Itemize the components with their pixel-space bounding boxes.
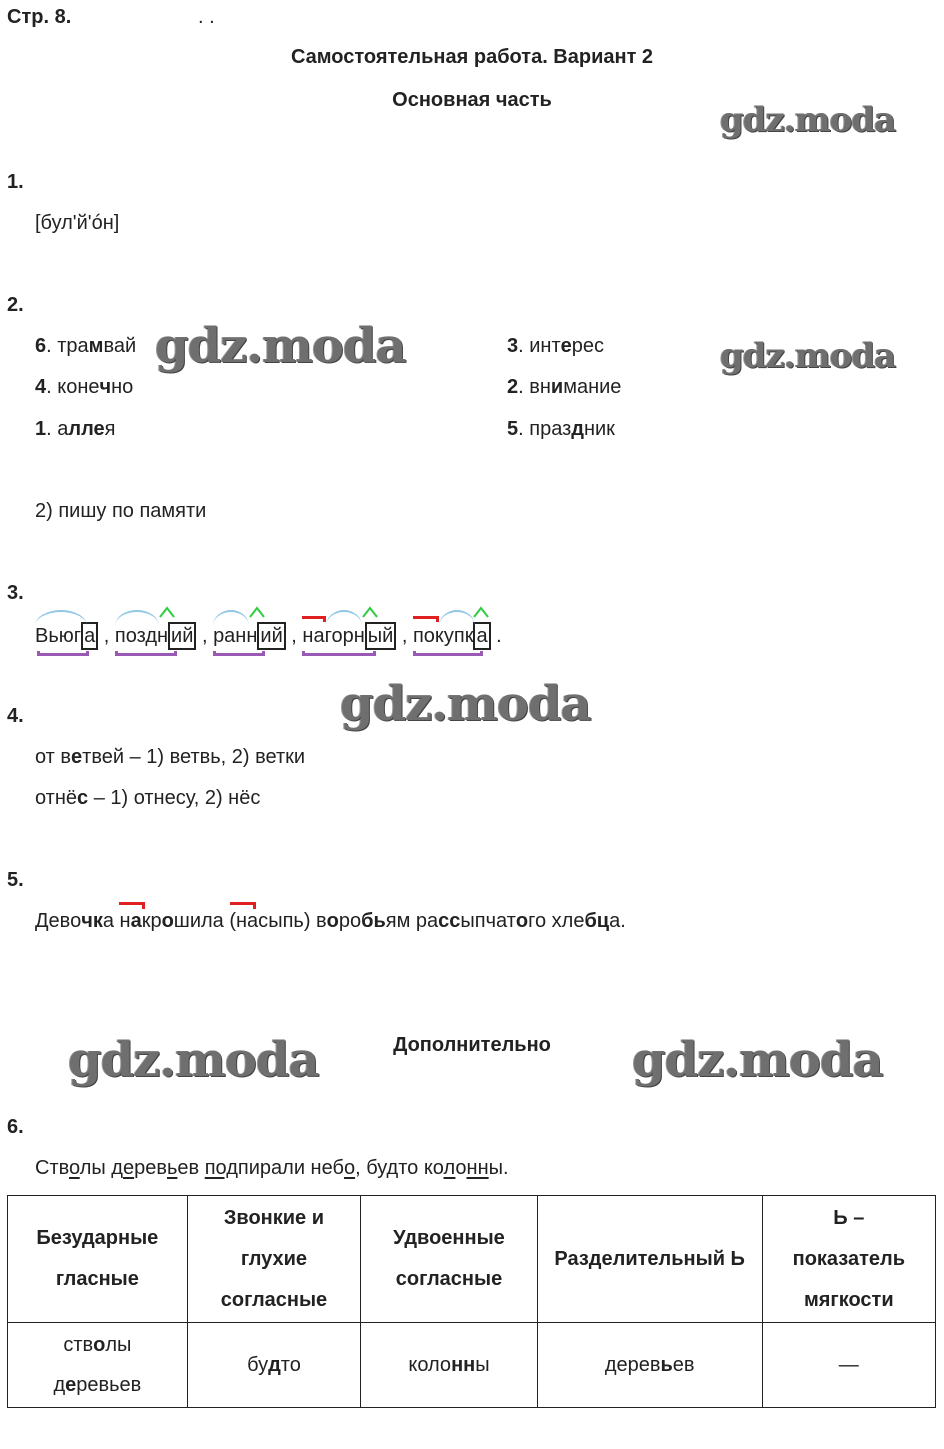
- task5-number: 5.: [7, 869, 24, 891]
- table-header: Безударные гласные: [8, 1196, 188, 1323]
- stem-mark: [115, 651, 177, 656]
- table-cell: колонны: [361, 1323, 538, 1408]
- suffix-mark: [249, 606, 265, 618]
- table-row: [8, 1323, 936, 1408]
- task3-words: Вьюг а , поздн ий , ранн ий , нагорн ый , покупк а .: [35, 622, 502, 650]
- morpheme-word: покупк а: [413, 622, 491, 650]
- task2-item: 1. аллея: [35, 418, 116, 440]
- root-mark: [439, 610, 475, 626]
- ending-box: а: [81, 622, 98, 650]
- root-mark: [326, 610, 362, 626]
- task4-line: отнёс – 1) отнесу, 2) нёс: [35, 787, 261, 809]
- dots: . .: [198, 6, 215, 28]
- watermark-logo: gdz.moda: [68, 1032, 319, 1088]
- root-mark: [35, 610, 87, 626]
- task6-sentence: Стволы деревьев подпирали небо, будто колонны.: [35, 1157, 509, 1179]
- task3-number: 3.: [7, 582, 24, 604]
- suffix-mark: [473, 606, 489, 618]
- morpheme-word: нагорн ый: [302, 622, 396, 650]
- task1-transcription: [бул'й'óн]: [35, 212, 120, 234]
- stem-mark: [413, 651, 483, 656]
- task2-item: 5. праздник: [507, 418, 615, 440]
- table-header: Разделительный Ь: [537, 1196, 762, 1323]
- task2-answer: 2) пишу по памяти: [35, 500, 207, 522]
- ending-box: а: [473, 622, 490, 650]
- prefix-mark: [302, 616, 326, 622]
- table-header: Ь – показатель мягкости: [762, 1196, 935, 1323]
- spelling-table: [7, 1195, 936, 1408]
- watermark-logo: gdz.moda: [720, 100, 896, 140]
- stem-mark: [213, 651, 265, 656]
- stem-mark: [302, 651, 376, 656]
- table-cell: —: [762, 1323, 935, 1408]
- watermark-logo: gdz.moda: [155, 318, 406, 374]
- task4-number: 4.: [7, 705, 24, 727]
- suffix-mark: [362, 606, 378, 618]
- table-header: Удвоенные согласные: [361, 1196, 538, 1323]
- table-header: Звонкие и глухие согласные: [187, 1196, 361, 1323]
- stem-mark: [37, 651, 89, 656]
- task6-number: 6.: [7, 1116, 24, 1138]
- task2-item: 6. трамвай: [35, 335, 137, 357]
- prefix-mark: [230, 902, 256, 909]
- subtitle: Основная часть: [392, 89, 552, 111]
- ending-box: ий: [257, 622, 285, 650]
- prefix-mark: [119, 902, 145, 909]
- watermark-logo: gdz.moda: [340, 676, 591, 732]
- table-cell: деревьев: [537, 1323, 762, 1408]
- morpheme-word: поздн ий: [115, 622, 197, 650]
- morpheme-word: Вьюг а: [35, 622, 98, 650]
- task5-sentence: Девочка н акрошила (нас ыпь) воробьям рассыпчатого хлебца.: [35, 910, 626, 933]
- table-cell: будто: [187, 1323, 361, 1408]
- extra-heading: Дополнительно: [393, 1034, 551, 1056]
- watermark-logo: gdz.moda: [720, 336, 896, 376]
- morpheme-word: ранн ий: [213, 622, 286, 650]
- root-mark: [115, 610, 159, 626]
- ending-box: ый: [365, 622, 397, 650]
- task4-line: от ветвей – 1) ветвь, 2) ветки: [35, 746, 306, 768]
- task1-number: 1.: [7, 171, 24, 193]
- table-cell: стволы деревьев: [8, 1323, 188, 1408]
- table-header-row: [8, 1196, 936, 1323]
- root-mark: [213, 610, 249, 626]
- page-label: Стр. 8.: [7, 6, 72, 28]
- watermark-logo: gdz.moda: [632, 1032, 883, 1088]
- task2-number: 2.: [7, 294, 24, 316]
- title: Самостоятельная работа. Вариант 2: [290, 46, 654, 68]
- task2-item: 4. конечно: [35, 376, 134, 398]
- task2-item: 2. внимание: [507, 376, 622, 398]
- task2-item: 3. интерес: [507, 335, 604, 357]
- suffix-mark: [159, 606, 175, 618]
- ending-box: ий: [168, 622, 196, 650]
- prefix-mark: [413, 616, 439, 622]
